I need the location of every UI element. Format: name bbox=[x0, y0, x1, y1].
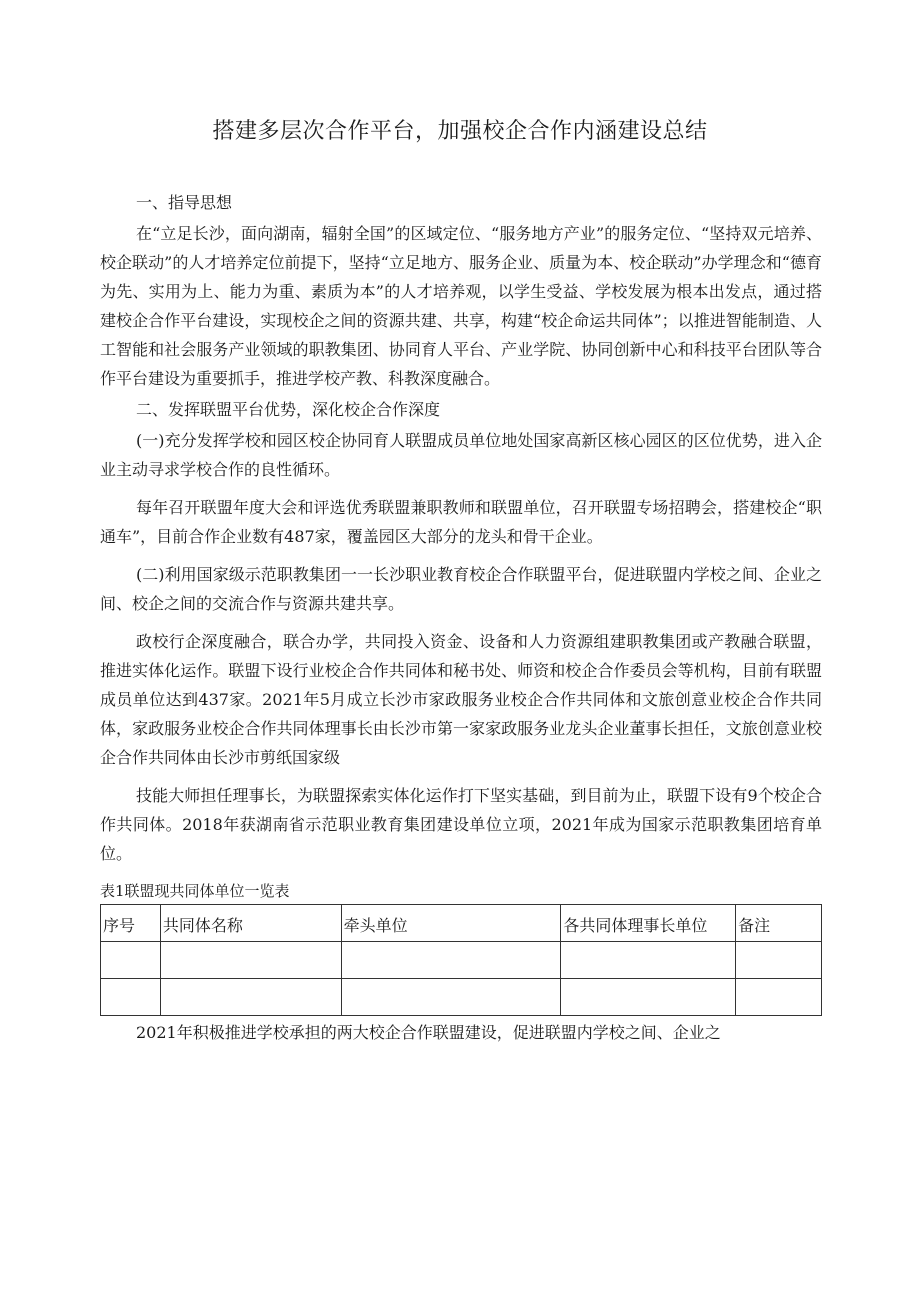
table-row bbox=[101, 979, 822, 1016]
section-heading-guiding-ideology: 一、指导思想 bbox=[136, 193, 233, 212]
table-cell bbox=[341, 979, 561, 1016]
table-header-cell: 序号 bbox=[101, 905, 161, 942]
table-cell bbox=[101, 942, 161, 979]
paragraph-guiding-ideology: 在“立足长沙，面向湖南，辐射全国”的区域定位、“服务地方产业”的服务定位、“坚持双元培养、校企联动”的人才培养定位前提下，坚持“立足地方、服务企业、质量为本、校企联动”办学理念和“德育为先、实用为上、能力为重、素质为本”的人才培养观，以学生受益、学校发展为根本出发点，通过搭建校企合作平台建设，实现校企之间的资源共建、共享，构建“校企命运共同体”；以推进智能制造、人工智能和社会服务产业领域的职教集团、协同育人平台、产业学院、协同创新中心和科技平台团队等合作平台建设为重要抓手，推进学校产教、科教深度融合。 bbox=[100, 224, 822, 388]
section-heading-alliance-platform: 二、发挥联盟平台优势，深化校企合作深度 bbox=[136, 400, 441, 419]
table-caption: 表1联盟现共同体单位一览表 bbox=[100, 882, 290, 900]
table-row bbox=[101, 942, 822, 979]
paragraph-location-advantage: (一)充分发挥学校和园区校企协同育人联盟成员单位地处国家高新区核心园区的区位优势，进入企业主动寻求学校合作的良性循环。 bbox=[100, 431, 822, 479]
table-cell bbox=[561, 979, 736, 1016]
table-cell bbox=[736, 942, 822, 979]
paragraph-skill-master: 技能大师担任理事长，为联盟探索实体化运作打下坚实基础，到目前为止，联盟下设有9个校企合作共同体。2018年获湖南省示范职业教育集团建设单位立项，2021年成为国家示范职教集团培育单位。 bbox=[100, 786, 822, 863]
table-cell bbox=[561, 942, 736, 979]
table-cell bbox=[341, 942, 561, 979]
table-header-row bbox=[101, 905, 822, 942]
table-header-cell: 牵头单位 bbox=[341, 905, 561, 942]
paragraph-continued: 2021年积极推进学校承担的两大校企合作联盟建设，促进联盟内学校之间、企业之 bbox=[136, 1023, 721, 1042]
table-cell bbox=[160, 942, 341, 979]
table-header-cell: 备注 bbox=[736, 905, 822, 942]
paragraph-national-group: (二)利用国家级示范职教集团一一长沙职业教育校企合作联盟平台，促进联盟内学校之间、企业之间、校企之间的交流合作与资源共建共享。 bbox=[100, 565, 822, 613]
table-cell bbox=[101, 979, 161, 1016]
document-title: 搭建多层次合作平台，加强校企合作内涵建设总结 bbox=[212, 119, 708, 144]
document-body bbox=[100, 188, 822, 1047]
table-header-cell: 各共同体理事长单位 bbox=[561, 905, 736, 942]
table-header-cell: 共同体名称 bbox=[160, 905, 341, 942]
table-cell bbox=[736, 979, 822, 1016]
paragraph-annual-conference: 每年召开联盟年度大会和评选优秀联盟兼职教师和联盟单位，召开联盟专场招聘会，搭建校企“职通车”，目前合作企业数有487家，覆盖园区大部分的龙头和骨干企业。 bbox=[100, 498, 822, 546]
paragraph-deep-integration: 政校行企深度融合，联合办学，共同投入资金、设备和人力资源组建职教集团或产教融合联盟，推进实体化运作。联盟下设行业校企合作共同体和秘书处、师资和校企合作委员会等机构，目前有联盟成员单位达到437家。2021年5月成立长沙市家政服务业校企合作共同体和文旅创意业校企合作共同体，家政服务业校企合作共同体理事长由长沙市第一家家政服务业龙头企业董事长担任，文旅创意业校企合作共同体由长沙市剪纸国家级 bbox=[100, 632, 822, 767]
table-cell bbox=[160, 979, 341, 1016]
alliance-table bbox=[100, 904, 822, 1016]
